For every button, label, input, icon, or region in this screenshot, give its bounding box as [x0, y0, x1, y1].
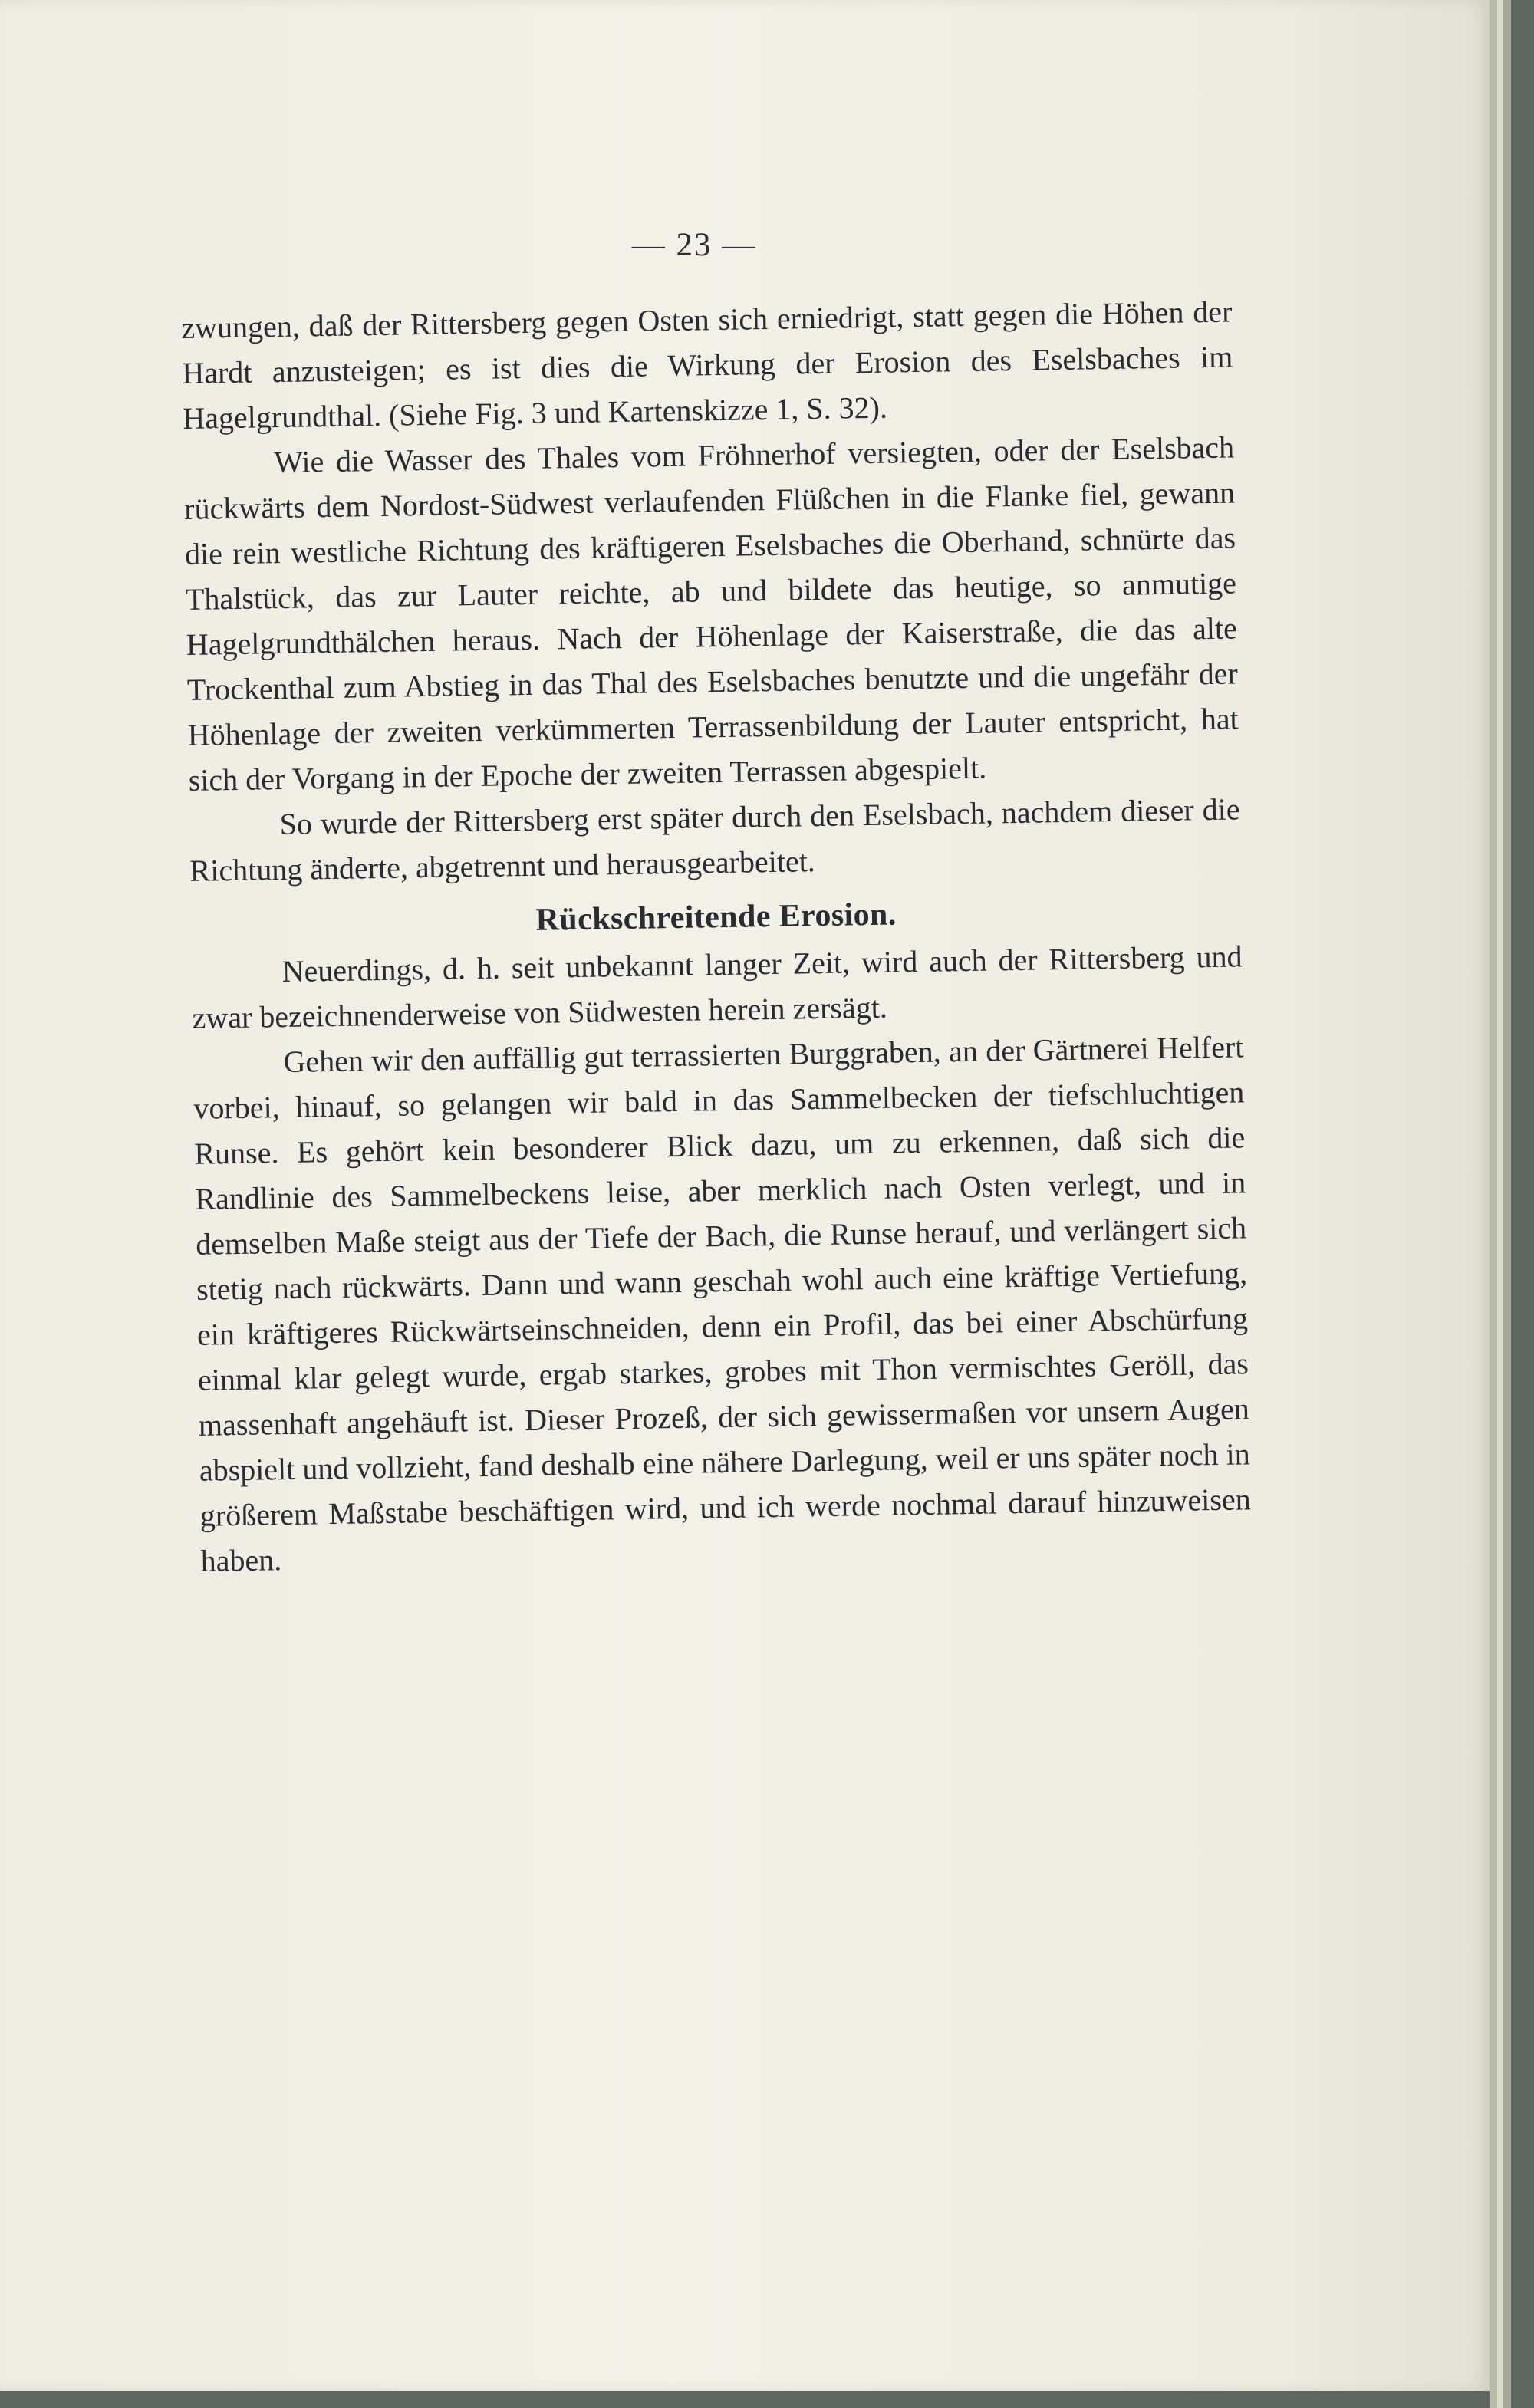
paragraph-bottom-1: Neuerdings, d. h. seit unbekannt langer Zeit, wird auch der Rittersberg und zwar bezeichnenderweise von Südwesten herein zersägt.	[192, 939, 1243, 1035]
page-edge-shadow	[1490, 0, 1497, 2408]
paragraph-top-1: zwungen, daß der Rittersberg gegen Osten sich erniedrigt, statt gegen die Höhen der Hardt anzusteigen; es ist dies die Wirkung der Erosion des Eselsbaches im Hagelgrundthal. (Siehe Fig. 3 und Kartenskizze 1, S. 32).	[181, 294, 1233, 436]
paragraph-top-2: Wie die Wasser des Thales vom Fröhnerhof versiegten, oder der Eselsbach rückwärts dem Nordost-Südwest verlaufenden Flüßchen in die Flanke fiel, gewann die rein westliche Richtung des kräftigeren Eselsbaches die Oberhand, schnürte das Thalstück, das zur Lauter reichte, ab und bildete das heutige, so anmutige Hagelgrundthälchen heraus. Nach der Höhenlage der Kaiserstraße, die das alte Trockenthal zum Abstieg in das Thal des Eselsbaches benutzte und die ungefähr der Höhenlage der zweiten verkümmerten Terrassenbildung der Lauter entspricht, hat sich der Vorgang in der Epoche der zweiten Terrassen abgespielt.	[183, 429, 1239, 798]
paragraph-bottom-2: Gehen wir den auffällig gut terrassierten Burggraben, an der Gärtnerei Helfert vorbei, hinauf, so gelangen wir bald in das Sammelbecken der tiefschluchtigen Runse. Es gehört kein besonderer Blick dazu, um zu erkennen, daß sich die Randlinie des Sammelbeckens leise, aber merklich nach Osten verlegt, und in demselben Maße steigt aus der Tiefe der Bach, die Runse herauf, und verlängert sich stetig nach rückwärts. Dann und wann geschah wohl auch eine kräftige Vertiefung, ein kräftigeres Rückwärtseinschneiden, denn ein Profil, das bei einer Abschürfung einmal klar gelegt wurde, ergab starkes, grobes mit Thon vermischtes Geröll, das massenhaft angehäuft ist. Dieser Prozeß, der sich gewissermaßen vor unsern Augen abspielt und vollzieht, fand deshalb eine nähere Darlegung, weil er uns später noch in größerem Maßstabe beschäftigen wird, und ich werde nochmal darauf hinzuweisen haben.	[193, 1029, 1251, 1578]
paragraph-top-3: So wurde der Rittersberg erst später durch den Eselsbach, nachdem dieser die Richtung änderte, abgetrennt und herausgearbeitet.	[189, 791, 1240, 888]
scanner-background-strip	[1511, 0, 1534, 2408]
page-edge-dark	[1503, 0, 1511, 2408]
section-heading: Rückschreitende Erosion.	[535, 896, 897, 938]
page-number: — 23 —	[631, 227, 757, 263]
main-text-block	[181, 288, 1252, 1583]
page-edge-light	[1497, 0, 1503, 2408]
